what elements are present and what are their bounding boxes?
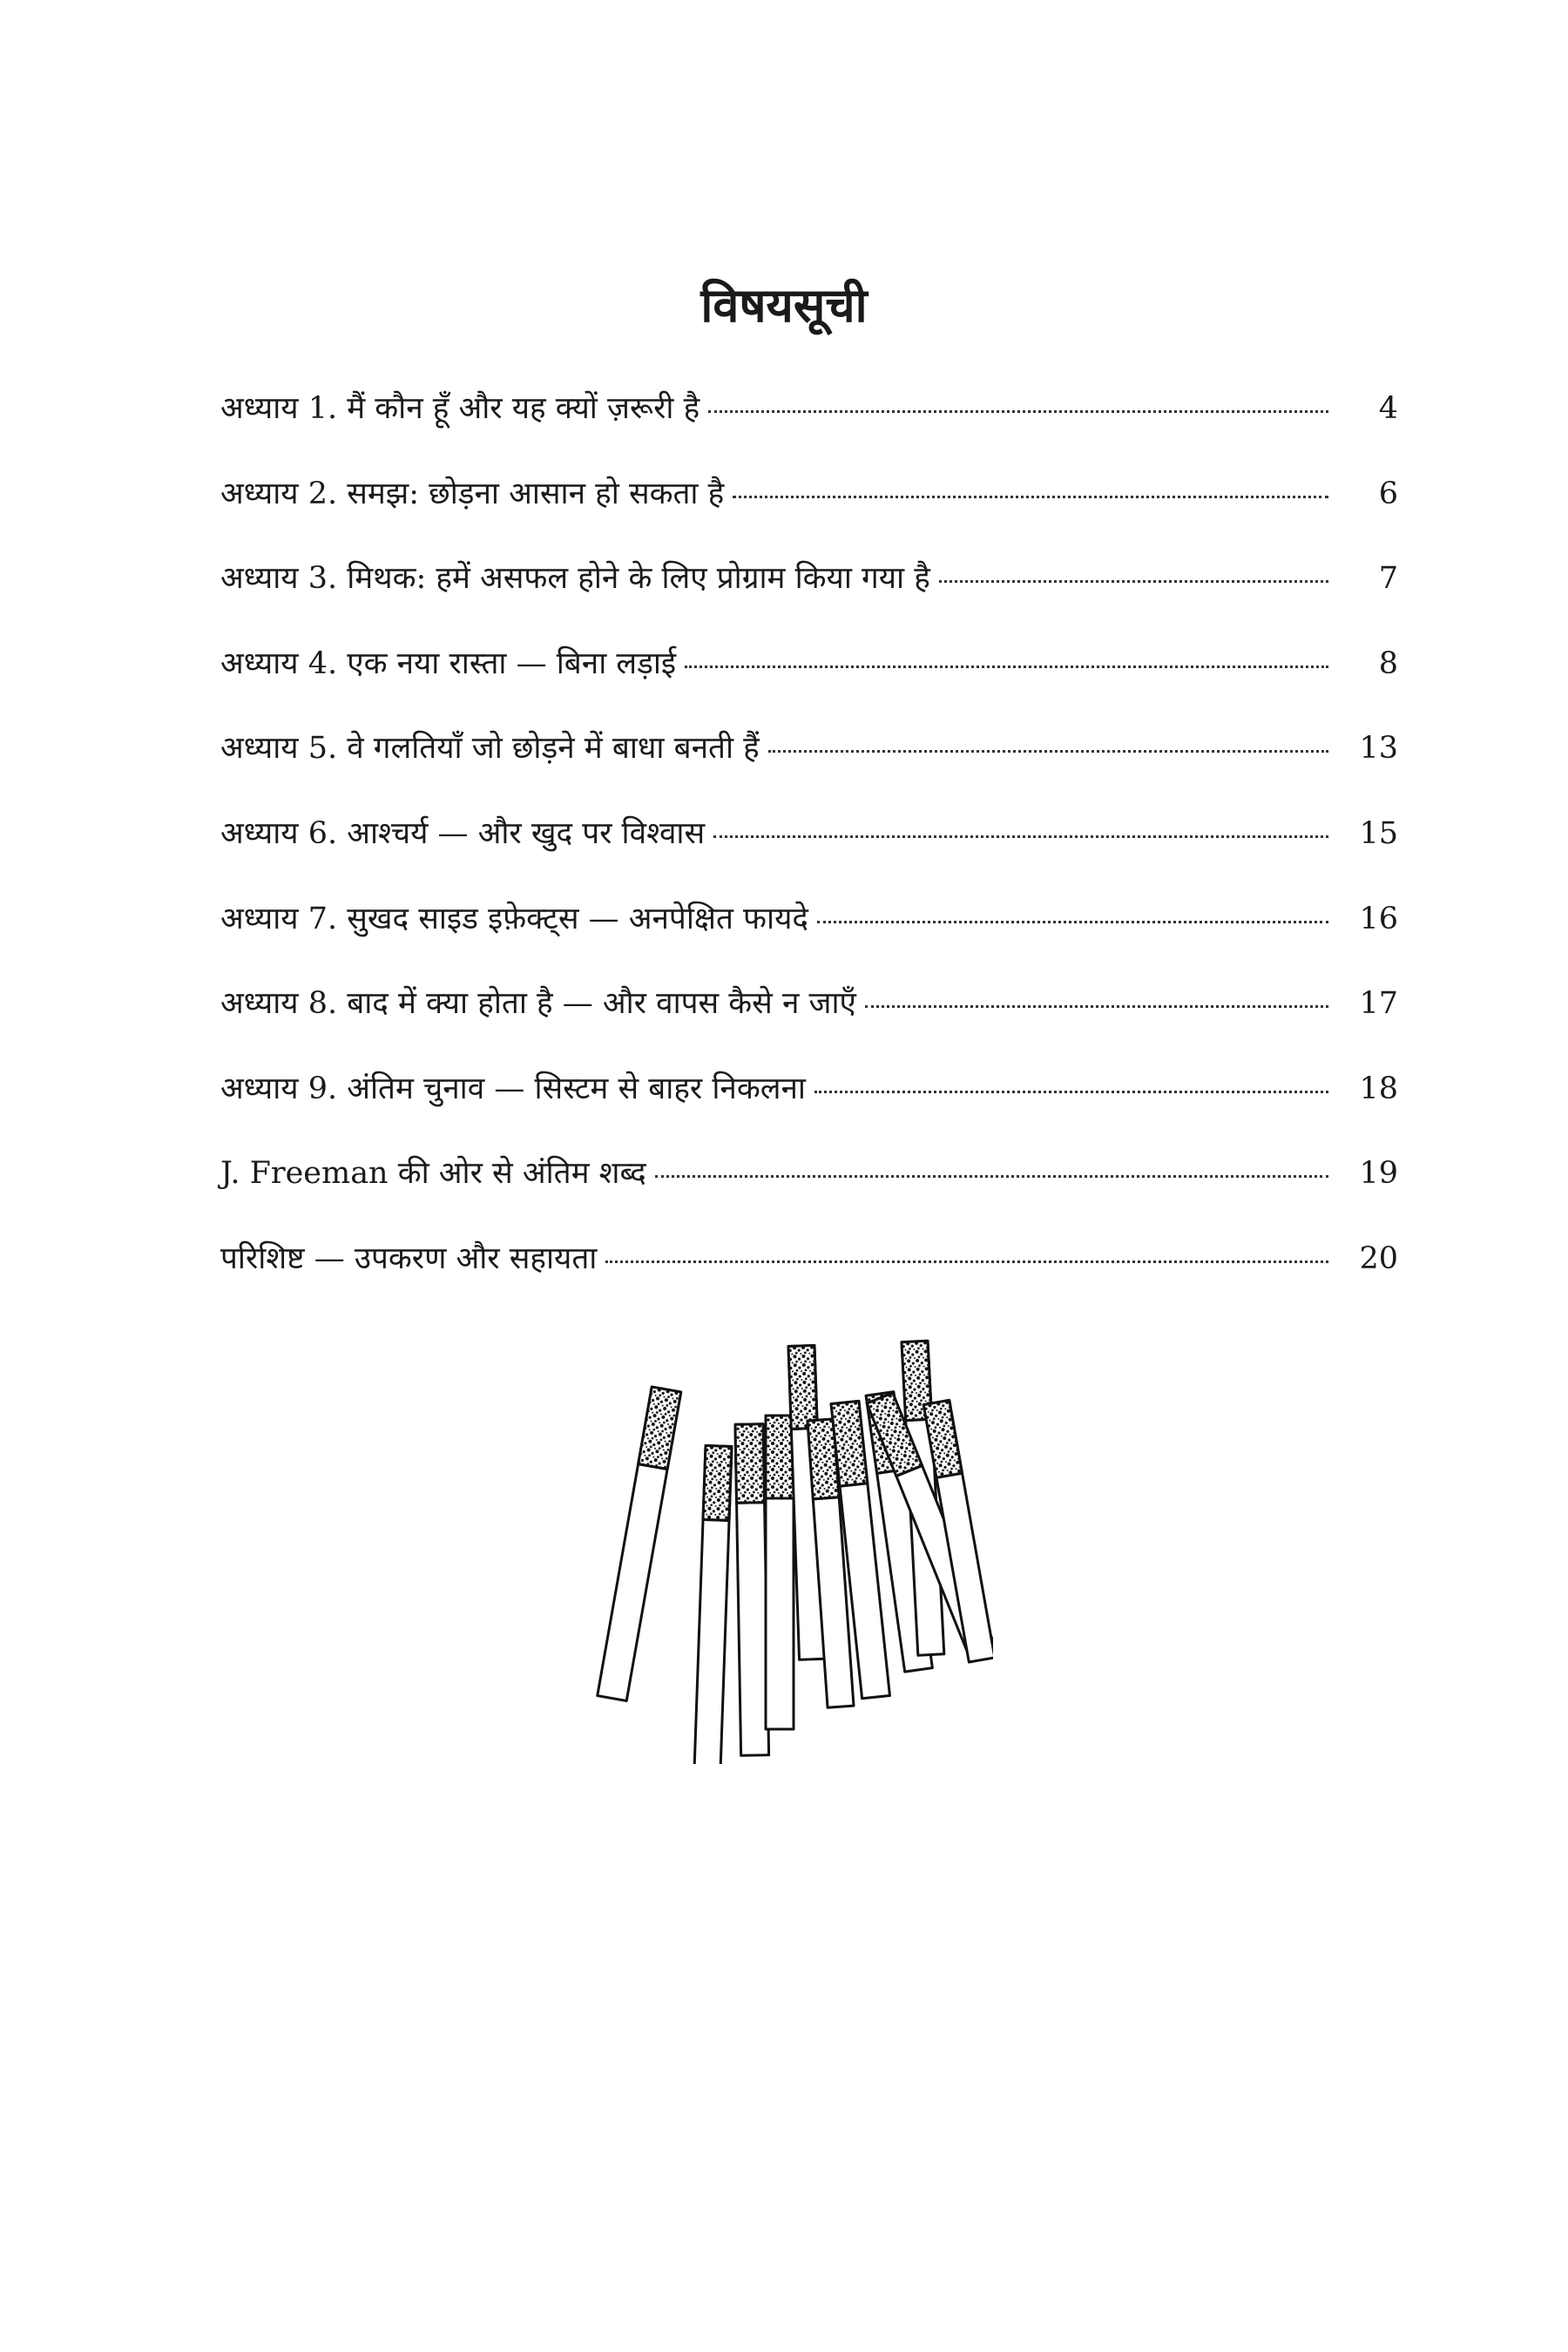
toc-entry[interactable] <box>220 985 1398 1071</box>
toc-entry[interactable] <box>220 560 1398 645</box>
toc-entry-page: 17 <box>1359 986 1398 1022</box>
toc-entry-title: अध्याय 6. आश्चर्य — और खुद पर विश्वास <box>220 815 706 851</box>
toc-entry-title: अध्याय 7. सुखद साइड इफ़ेक्ट्स — अनपेक्षित फायदे <box>220 901 808 936</box>
toc-entry-page: 19 <box>1359 1156 1398 1192</box>
dot-leader <box>605 1260 1328 1263</box>
toc-entry[interactable] <box>220 390 1398 476</box>
toc-entry-page: 18 <box>1359 1071 1398 1106</box>
toc-entry[interactable] <box>220 815 1398 901</box>
toc-entry-page: 6 <box>1378 476 1398 511</box>
table-of-contents <box>220 390 1398 1326</box>
toc-entry-title: J. Freeman की ओर से अंतिम शब्द <box>220 1156 646 1192</box>
toc-entry-title: अध्याय 8. बाद में क्या होता है — और वापस कैसे न जाएँ <box>220 986 856 1022</box>
toc-entry[interactable] <box>220 476 1398 561</box>
toc-entry-page: 15 <box>1359 815 1398 851</box>
toc-entry-page: 7 <box>1378 561 1398 597</box>
toc-entry-title: अध्याय 3. मिथक: हमें असफल होने के लिए प्रोग्राम किया गया है <box>220 561 930 597</box>
cigarettes-illustration <box>592 1337 993 1764</box>
toc-entry-title: अध्याय 4. एक नया रास्ता — बिना लड़ाई <box>220 645 677 681</box>
toc-entry-page: 20 <box>1359 1240 1398 1276</box>
toc-entry-title: अध्याय 5. वे गलतियाँ जो छोड़ने में बाधा बनती हैं <box>220 731 760 767</box>
toc-entry[interactable] <box>220 1071 1398 1156</box>
dot-leader <box>685 666 1328 668</box>
dot-leader <box>865 1005 1328 1008</box>
toc-entry[interactable] <box>220 1240 1398 1326</box>
dot-leader <box>733 496 1328 498</box>
page-title: विषयसूची <box>700 277 868 333</box>
toc-entry[interactable] <box>220 730 1398 815</box>
toc-entry-title: परिशिष्ट — उपकरण और सहायता <box>220 1240 598 1276</box>
dot-leader <box>814 1091 1328 1093</box>
dot-leader <box>713 835 1328 838</box>
toc-entry[interactable] <box>220 901 1398 986</box>
toc-entry-page: 16 <box>1359 901 1398 936</box>
toc-entry[interactable] <box>220 645 1398 731</box>
toc-entry-page: 4 <box>1378 391 1398 426</box>
dot-leader <box>655 1175 1328 1178</box>
toc-entry-page: 13 <box>1359 731 1398 767</box>
toc-entry[interactable] <box>220 1155 1398 1240</box>
toc-entry-page: 8 <box>1378 645 1398 681</box>
toc-entry-title: अध्याय 2. समझ: छोड़ना आसान हो सकता है <box>220 476 725 511</box>
toc-entry-title: अध्याय 9. अंतिम चुनाव — सिस्टम से बाहर निकलना <box>220 1071 806 1106</box>
dot-leader <box>939 580 1328 583</box>
toc-entry-title: अध्याय 1. मैं कौन हूँ और यह क्यों ज़रूरी है <box>220 391 700 426</box>
dot-leader <box>708 410 1328 413</box>
dot-leader <box>768 750 1328 753</box>
dot-leader <box>817 921 1328 923</box>
